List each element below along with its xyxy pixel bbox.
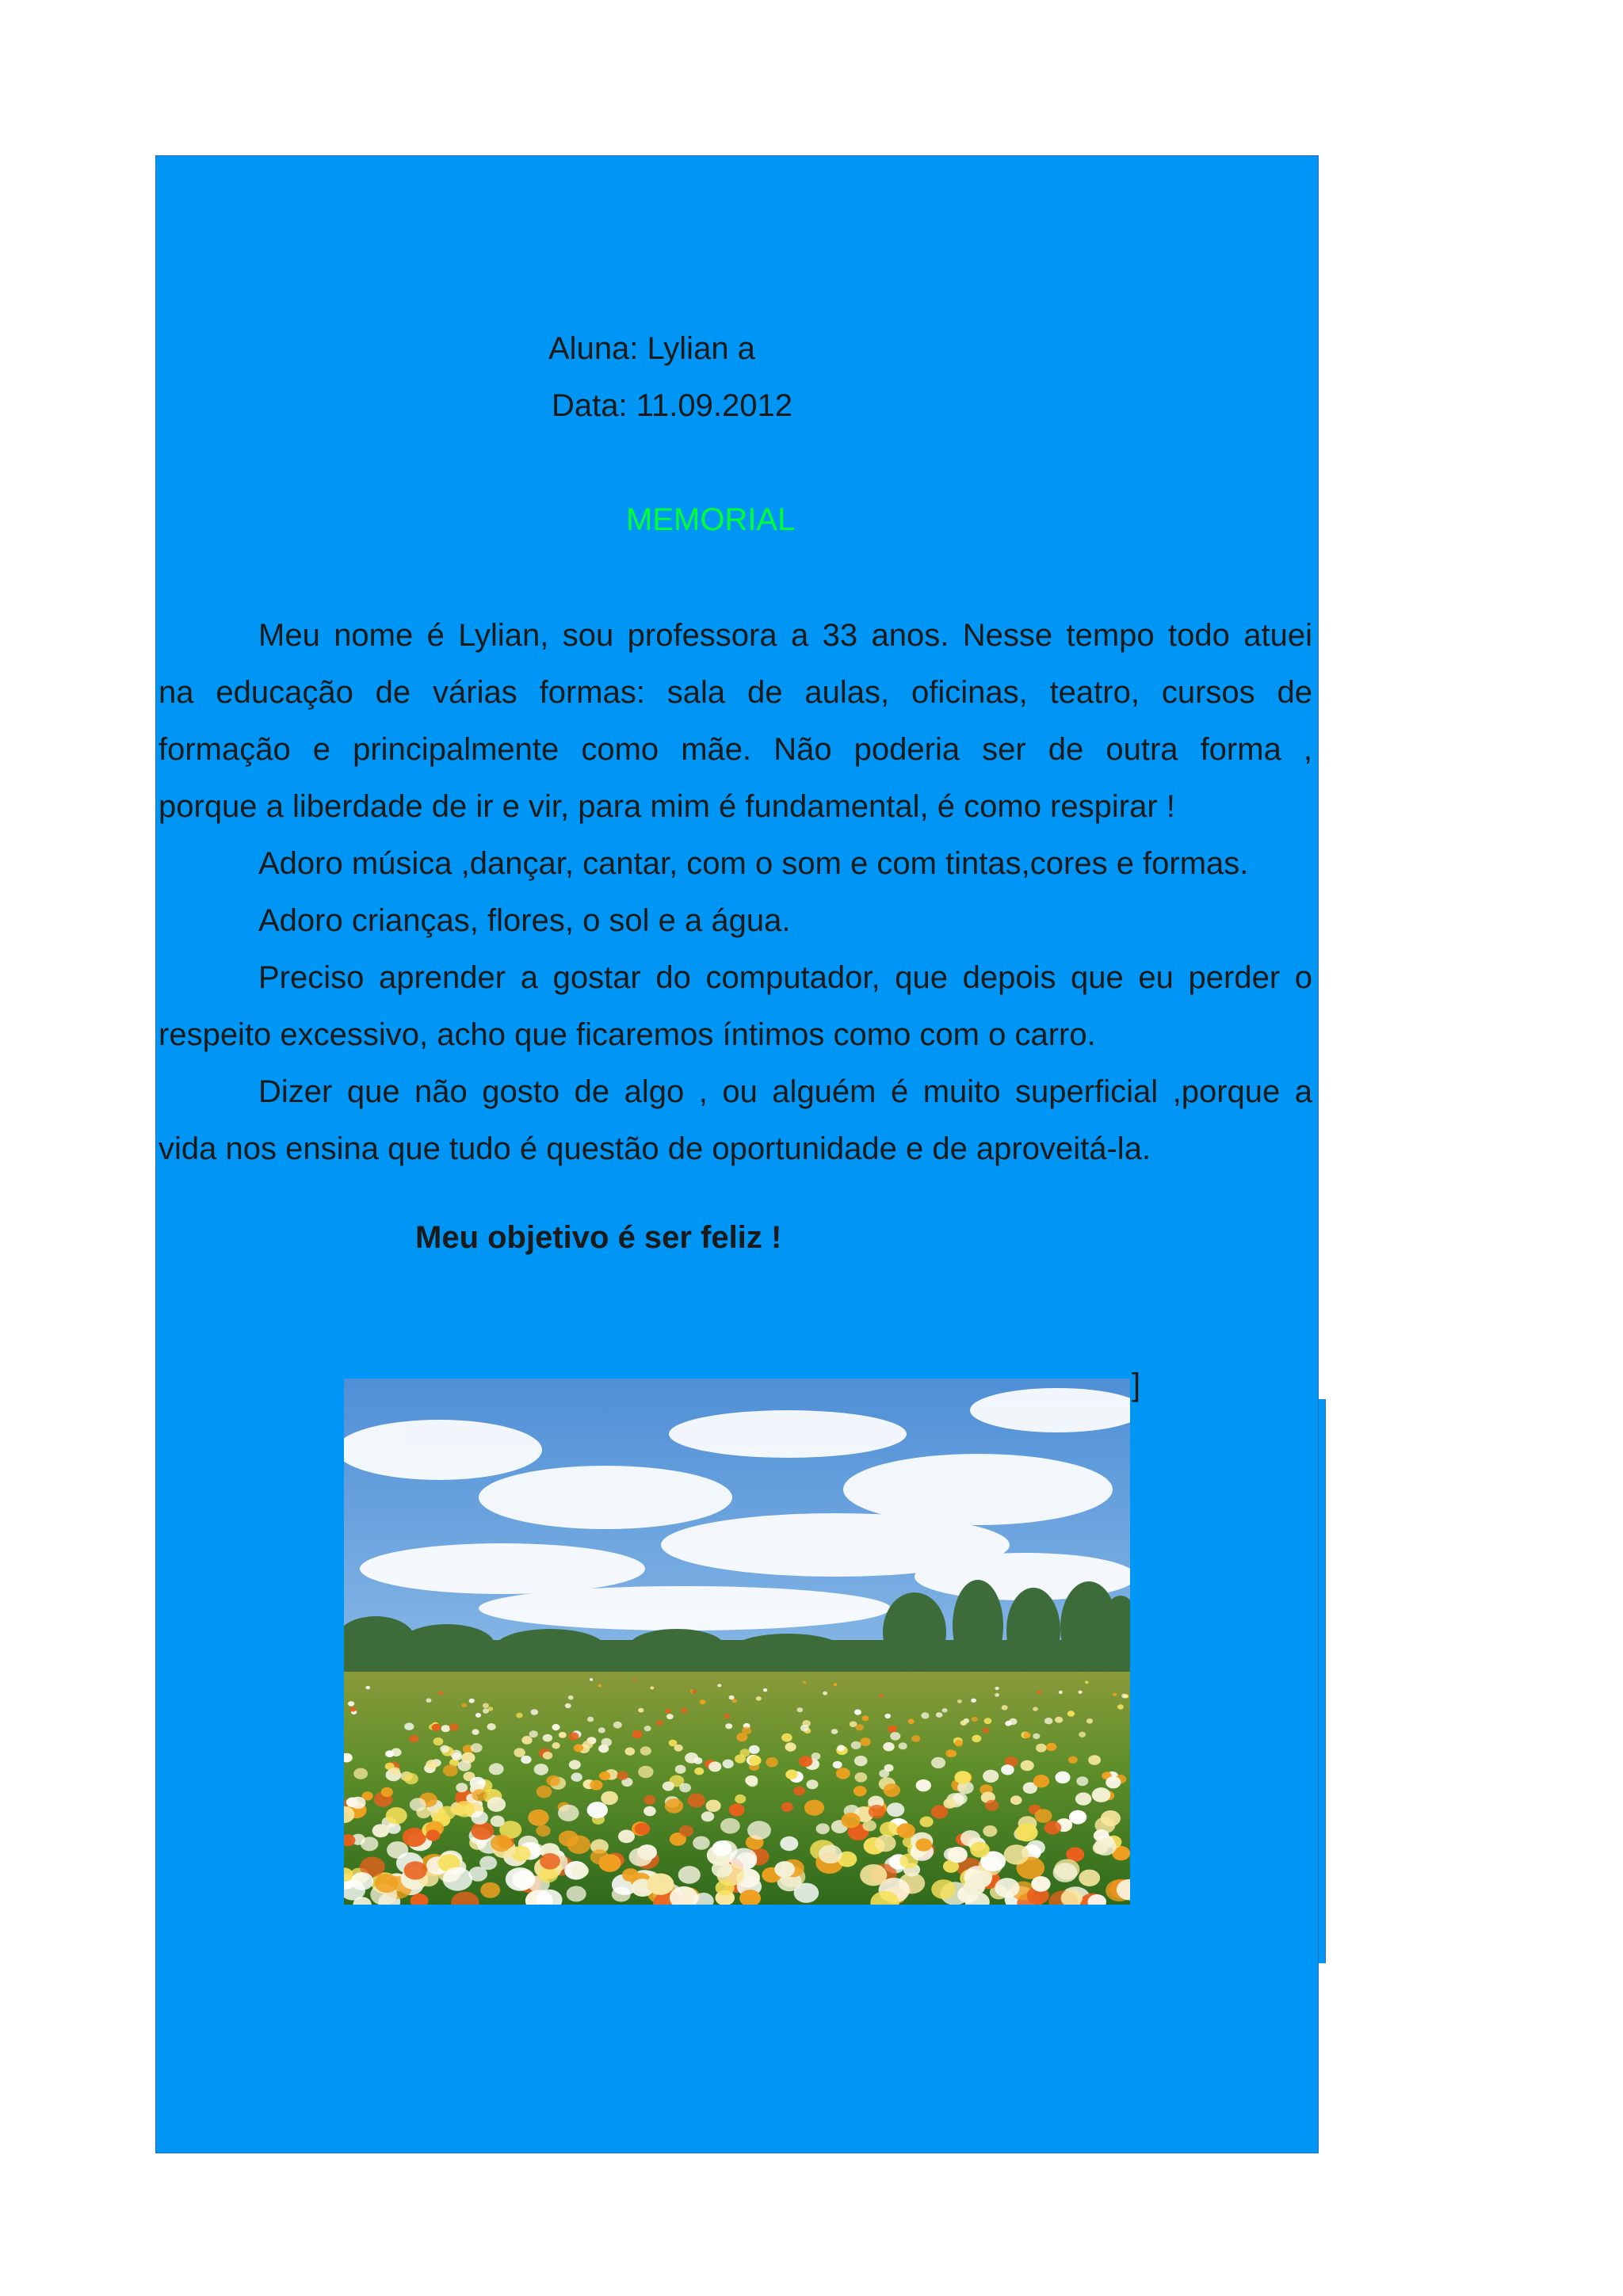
student-name: Aluna: Lylian a bbox=[548, 331, 755, 366]
closing-statement: Meu objetivo é ser feliz ! bbox=[415, 1220, 782, 1255]
paragraph-4-line-1: Preciso aprender a gostar do computador, que depois que eu perder o bbox=[258, 960, 1312, 995]
paragraph-5-line-2: vida nos ensina que tudo é questão de oportunidade e de aproveitá-la. bbox=[158, 1131, 1151, 1166]
paragraph-2: Adoro música ,dançar, cantar, com o som e com tintas,cores e formas. bbox=[258, 846, 1249, 881]
paragraph-1-line-4: porque a liberdade de ir e vir, para mim é fundamental, é como respirar ! bbox=[158, 789, 1175, 824]
paragraph-1-line-1: Meu nome é Lylian, sou professora a 33 anos. Nesse tempo todo atuei bbox=[258, 618, 1312, 653]
paragraph-1-line-3: formação e principalmente como mãe. Não poderia ser de outra forma , bbox=[158, 732, 1312, 767]
poppy-field-image bbox=[344, 1379, 1130, 1905]
paragraph-5-line-1: Dizer que não gosto de algo , ou alguém é muito superficial ,porque a bbox=[258, 1074, 1312, 1109]
paragraph-1-line-2: na educação de várias formas: sala de aulas, oficinas, teatro, cursos de bbox=[158, 675, 1312, 710]
poppy-field-photo bbox=[344, 1379, 1130, 1905]
panel-edge-extension bbox=[1319, 1399, 1326, 1963]
paragraph-3: Adoro crianças, flores, o sol e a água. bbox=[258, 903, 791, 938]
paragraph-4-line-2: respeito excessivo, acho que ficaremos íntimos como com o carro. bbox=[158, 1017, 1096, 1052]
date-line: Data: 11.09.2012 bbox=[552, 388, 792, 423]
memorial-title: MEMORIAL bbox=[626, 502, 796, 537]
stray-bracket: ] bbox=[1132, 1367, 1141, 1402]
